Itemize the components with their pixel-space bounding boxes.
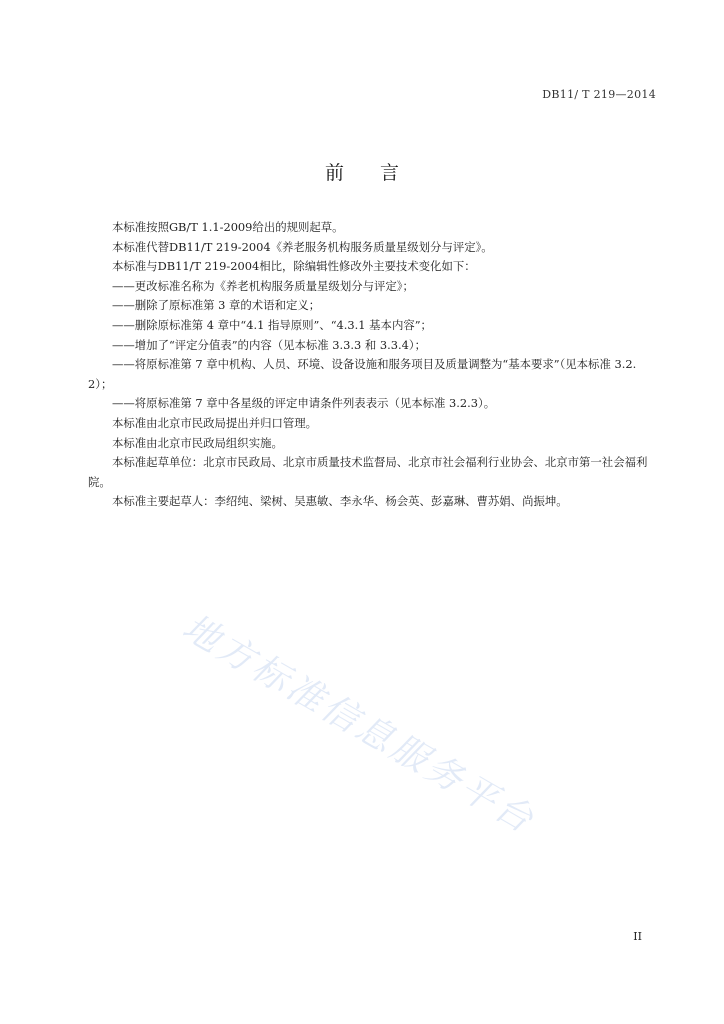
paragraph: 本标准按照GB/T 1.1-2009给出的规则起草。: [112, 220, 344, 234]
watermark: 地方标准信息服务平台: [175, 606, 543, 843]
change-list-item: ——删除原标准第 4 章中“4.1 指导原则”、“4.3.1 基本内容”；: [112, 317, 432, 332]
paragraph: 本标准由北京市民政局提出并归口管理。: [112, 415, 318, 430]
change-list-item: ——将原标准第 7 章中各星级的评定申请条件列表表示（见本标准 3.2.3）。: [112, 396, 496, 411]
paragraph: 本标准主要起草人：李绍纯、梁树、吴惠敏、李永华、杨会英、彭嘉琳、曹苏娟、尚振坤。: [112, 494, 568, 509]
change-list-item: ——更改标准名称为《养老机构服务质量星级划分与评定》；: [112, 278, 414, 293]
paragraph: 本标准起草单位：北京市民政局、北京市质量技术监督局、北京市社会福利行业协会、北京市第一社会福利院。: [88, 455, 648, 489]
paragraph: 本标准代替DB11/T 219-2004《养老服务机构服务质量星级划分与评定》。: [112, 239, 493, 254]
page-number: II: [633, 930, 642, 943]
foreword-body: [88, 218, 656, 512]
standard-code: DB11/ T 219—2014: [542, 88, 656, 101]
paragraph: 本标准由北京市民政局组织实施。: [112, 435, 283, 450]
change-list-item: ——删除了原标准第 3 章的术语和定义；: [112, 298, 321, 313]
change-list-item: ——将原标准第 7 章中机构、人员、环境、设备设施和服务项目及质量调整为“基本要求”（见本标准 3.2.2）；: [88, 357, 637, 391]
page-title: 前言: [324, 162, 435, 184]
paragraph: 本标准与DB11/T 219-2004相比，除编辑性修改外主要技术变化如下：: [112, 259, 476, 274]
change-list-item: ——增加了“评定分值表”的内容（见本标准 3.3.3 和 3.3.4）；: [112, 337, 426, 352]
